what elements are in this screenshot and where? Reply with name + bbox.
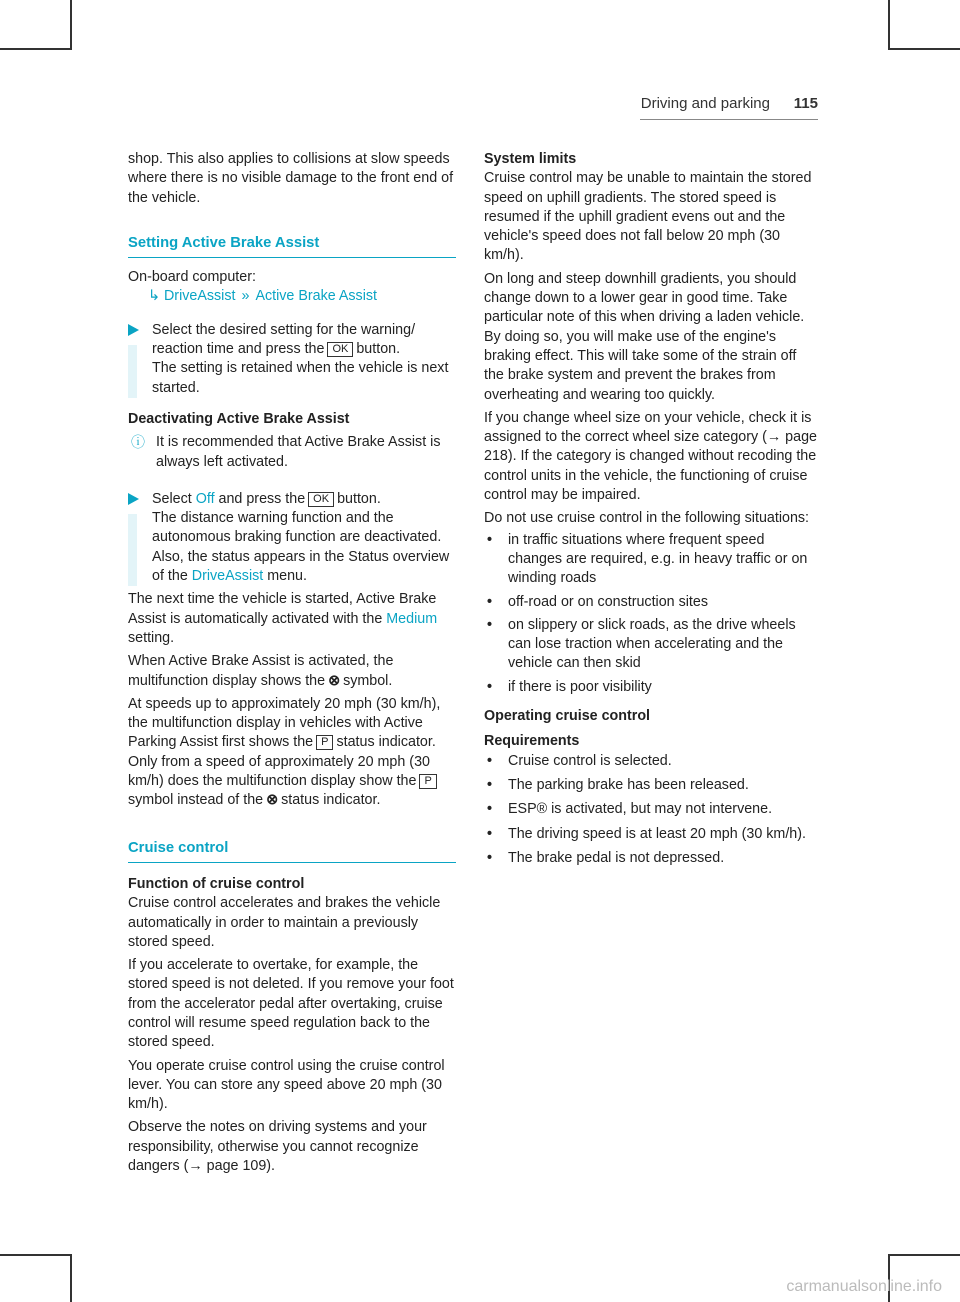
list-item-text: The parking brake has been released. — [508, 776, 749, 793]
brake-symbol-icon: ⊗ — [328, 672, 341, 689]
body-text: Cruise control accelerates and brakes the vehicle automatically in order to maintain a previously stored speed. — [128, 895, 441, 950]
step — [128, 321, 456, 398]
page-number: 115 — [793, 95, 818, 112]
step-bar — [128, 514, 137, 586]
section-heading: Setting Active Brake Assist — [128, 234, 456, 258]
step-text: Select the desired setting for the warning/ reaction time and press the — [152, 321, 416, 358]
right-column — [484, 150, 818, 868]
onboard-label: On-board computer: — [128, 269, 256, 286]
list-item — [484, 776, 818, 795]
ok-key-icon: OK — [308, 492, 334, 507]
step-text: and press the — [218, 490, 306, 507]
bullet-icon: • — [487, 849, 493, 866]
body-text: Cruise control may be unable to maintain the stored speed on uphill gradients. The stored speed is resumed if the uphill gradient evens out and the vehicle's speed does not fall below 20 mph (30 km/h). — [484, 170, 812, 264]
bullet-icon: • — [487, 678, 493, 695]
crop-mark — [0, 48, 72, 50]
list-item — [484, 531, 818, 589]
body-text: If you accelerate to overtake, for example, the stored speed is not deleted. If you remove your foot from the accelerator pedal after overtaking, cruise control will resume speed regulation back to the stored speed. — [128, 957, 454, 1051]
body-text: symbol instead of the — [128, 792, 264, 809]
bullet-icon: • — [487, 776, 493, 793]
list-item-text: off-road or on construction sites — [508, 593, 708, 610]
bullet-icon: • — [487, 616, 493, 633]
list-item-text: ESP® is activated, but may not intervene. — [508, 801, 773, 818]
crop-mark — [70, 1254, 72, 1302]
list-item-text: The driving speed is at least 20 mph (30 km/h). — [508, 825, 806, 842]
step-text: button. — [356, 341, 401, 358]
bullet-icon: • — [487, 801, 493, 818]
bullet-icon: • — [487, 825, 493, 842]
subheading: Deactivating Active Brake Assist — [128, 410, 350, 427]
list-item-text: on slippery or slick roads, as the drive wheels can lose traction when accelerating and the vehicle can then skid — [508, 616, 796, 672]
bullet-icon: • — [487, 531, 493, 548]
step-text: menu. — [267, 568, 307, 585]
list-item-text: The brake pedal is not depressed. — [508, 849, 725, 866]
step — [128, 490, 456, 586]
crop-mark — [70, 0, 72, 48]
list-item — [484, 678, 818, 697]
crop-mark — [888, 0, 890, 48]
bullet-icon: • — [487, 593, 493, 610]
bullet-list — [484, 531, 818, 697]
menu-link: DriveAssist — [191, 568, 264, 585]
menu-item: Active Brake Assist — [255, 288, 378, 305]
brake-symbol-icon: ⊗ — [266, 792, 279, 809]
subheading: Requirements — [484, 733, 580, 750]
body-text: status indicator. Only from a speed of approximately 20 mph (30 km/h) does the multifunction display show the — [128, 734, 436, 790]
step-bar — [128, 345, 137, 398]
menu-path — [128, 287, 456, 306]
list-item — [484, 825, 818, 844]
list-item-text: in traffic situations where frequent speed changes are required, e.g. in heavy traffic or on winding roads — [508, 531, 808, 587]
step-text: button. — [337, 490, 381, 507]
left-column — [128, 150, 456, 1176]
body-text: You operate cruise control using the cruise control lever. You can store any speed above 20 mph (30 km/h). — [128, 1057, 445, 1113]
subheading: Function of cruise control — [128, 875, 305, 892]
crop-mark — [888, 1254, 960, 1256]
list-item — [484, 849, 818, 868]
option-off: Off — [195, 490, 215, 507]
body-text: setting. — [128, 629, 175, 646]
step-note: The setting is retained when the vehicle is next started. — [152, 360, 449, 396]
bullet-icon: • — [487, 752, 493, 769]
intro-text: shop. This also applies to collisions at slow speeds where there is no visible damage to the front end of the vehicle. — [128, 151, 454, 206]
list-item — [484, 752, 818, 771]
list-item — [484, 800, 818, 819]
parking-icon: P — [419, 774, 436, 789]
list-item-text: Cruise control is selected. — [508, 752, 672, 769]
body-text: On long and steep downhill gradients, you should change down to a lower gear in good time. Take particular note of this when driving a laden vehicle. By doing so, you will make use of the engine's braking effect. This will take some of the strain off the brake system and prevent the brakes from overheating and wearing too quickly. — [484, 270, 805, 403]
watermark: carmanualsonline.info — [786, 1278, 942, 1295]
body-text: When Active Brake Assist is activated, the multifunction display shows the — [128, 653, 394, 689]
header-rule — [640, 119, 818, 120]
info-icon: ⓘ — [131, 434, 145, 451]
option-medium: Medium — [386, 610, 438, 627]
crop-mark — [888, 48, 960, 50]
double-chevron-icon: » — [241, 288, 250, 305]
section-heading: Cruise control — [128, 839, 456, 863]
step-arrow-icon — [128, 324, 139, 336]
body-text: status indicator. — [281, 792, 381, 809]
step-arrow-icon — [128, 493, 139, 505]
body-text: symbol. — [343, 672, 393, 689]
list-item — [484, 616, 818, 674]
body-text: Do not use cruise control in the following situations: — [484, 510, 810, 527]
parking-icon: P — [316, 735, 333, 750]
crop-mark — [0, 1254, 72, 1256]
menu-arrow-icon: ↳ — [148, 288, 160, 305]
subheading: System limits — [484, 151, 577, 167]
step-note: The distance warning function and the autonomous braking function are deactivated. Also, the status appears in the Status overview of the — [152, 510, 450, 585]
note — [128, 433, 456, 472]
list-item — [484, 593, 818, 612]
step-text: Select — [152, 490, 192, 507]
bullet-list — [484, 752, 818, 868]
ok-key-icon: OK — [327, 342, 353, 357]
section-title: Driving and parking — [640, 95, 770, 112]
menu-item: DriveAssist — [163, 288, 236, 305]
subheading: Operating cruise control — [484, 708, 651, 725]
list-item-text: if there is poor visibility — [508, 678, 652, 695]
body-text: Observe the notes on driving systems and your responsibility, otherwise you cannot recognize dangers (→ page 109). — [128, 1119, 427, 1175]
body-text: If you change wheel size on your vehicle, check it is assigned to the correct wheel size category (→ page 218). If the category is changed without recoding the control units in the vehicle, the functioning of cruise control may be impaired. — [484, 409, 817, 504]
body-text: At speeds up to approximately 20 mph (30 km/h), the multifunction display in vehicles with Active Parking Assist first shows the — [128, 695, 441, 751]
body-text: The next time the vehicle is started, Active Brake Assist is automatically activated with the — [128, 591, 437, 627]
note-text: It is recommended that Active Brake Assist is always left activated. — [156, 434, 441, 470]
